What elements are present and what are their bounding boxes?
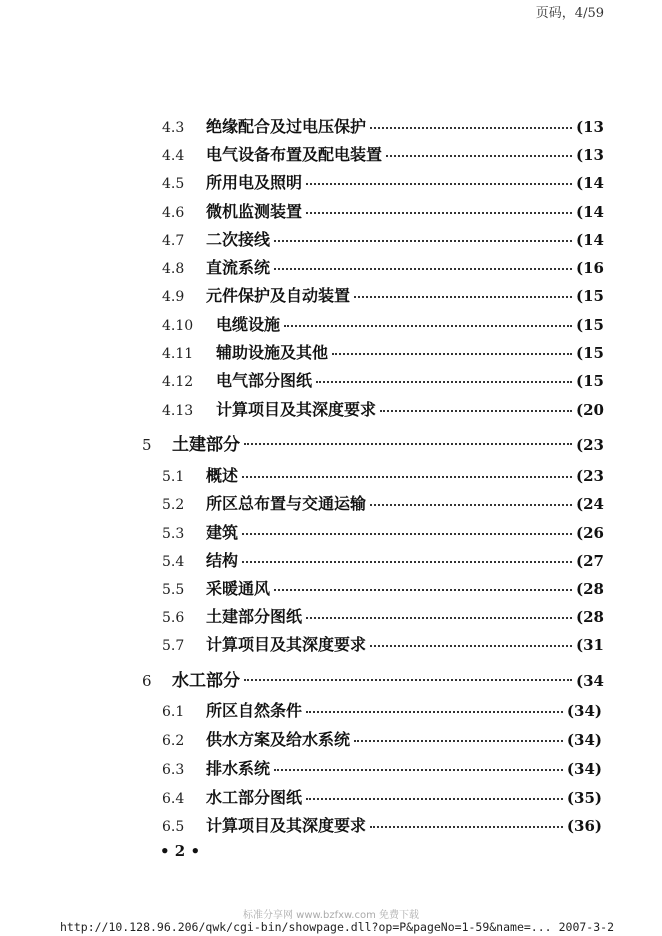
watermark: 标准分享网 www.bzfxw.com 免费下载 [243, 910, 419, 921]
toc-leader-dots [354, 740, 563, 742]
toc-title: 水工部分 [172, 671, 240, 691]
toc-leader-dots [242, 476, 572, 478]
toc-number: 6.3 [162, 762, 185, 778]
toc-section-row [162, 227, 604, 249]
toc-number: 4.9 [162, 289, 185, 305]
toc-page: (15 [576, 344, 604, 362]
toc-section-row [162, 114, 604, 136]
toc-leader-dots [386, 155, 572, 157]
toc-leader-dots [306, 617, 572, 619]
toc-page: (34) [566, 702, 602, 720]
toc-leader-dots [370, 826, 563, 828]
toc-leader-dots [370, 504, 572, 506]
toc-title: 所区总布置与交通运输 [206, 494, 367, 513]
toc-section-row [162, 727, 602, 749]
toc-title: 电气设备布置及配电装置 [206, 145, 383, 164]
toc-section-row [162, 785, 602, 807]
toc-number: 4.6 [162, 205, 185, 221]
toc-title: 电缆设施 [216, 315, 281, 334]
toc-page: (14 [576, 203, 604, 221]
toc-page: (28 [576, 608, 604, 626]
toc-leader-dots [370, 127, 572, 129]
toc-title: 二次接线 [206, 230, 271, 249]
toc-section-row [162, 199, 604, 221]
toc-leader-dots [370, 645, 572, 647]
print-date: 2007-3-2 [558, 920, 614, 934]
toc-page: (13 [576, 146, 604, 164]
toc-page: (24 [576, 495, 604, 513]
toc-number: 4.4 [162, 148, 185, 164]
toc-number: 4.12 [162, 374, 194, 390]
toc-page: (34) [566, 731, 602, 749]
toc-number: 4.11 [162, 346, 194, 362]
toc-number: 5.4 [162, 554, 185, 570]
toc-title: 概述 [206, 466, 239, 485]
toc-section-row [162, 312, 604, 334]
toc-leader-dots [332, 353, 572, 355]
toc-title: 计算项目及其深度要求 [216, 400, 377, 419]
toc-page: (15 [576, 287, 604, 305]
toc-title: 排水系统 [206, 759, 271, 778]
page-counter: 页码，4/59 [535, 6, 604, 21]
toc-number: 5.5 [162, 582, 185, 598]
toc-section-row [162, 548, 604, 570]
toc-chapter-row [142, 666, 604, 691]
toc-leader-dots [274, 240, 572, 242]
toc-title: 所用电及照明 [206, 173, 303, 192]
toc-section-row [162, 340, 604, 362]
toc-leader-dots [274, 769, 563, 771]
toc-number: 4.5 [162, 176, 185, 192]
toc-leader-dots [274, 268, 572, 270]
toc-section-row [162, 170, 604, 192]
toc-page: (16 [576, 259, 604, 277]
toc-number: 5.7 [162, 638, 185, 654]
toc-number: 6.5 [162, 819, 185, 835]
toc-title: 电气部分图纸 [216, 371, 313, 390]
toc-title: 直流系统 [206, 258, 271, 277]
toc-number: 4.13 [162, 403, 194, 419]
toc-leader-dots [306, 798, 563, 800]
toc-leader-dots [306, 212, 572, 214]
toc-section-row [162, 368, 604, 390]
toc-title: 结构 [206, 551, 239, 570]
toc-number: 6.1 [162, 704, 185, 720]
toc-page: (15 [576, 372, 604, 390]
toc-page: (27 [576, 552, 604, 570]
page-number: • 2 • [160, 842, 201, 860]
toc-page: (15 [576, 316, 604, 334]
toc-page: (14 [576, 231, 604, 249]
toc-section-row [162, 756, 602, 778]
toc-section-row [162, 520, 604, 542]
toc-page: (23 [576, 467, 604, 485]
page-url: http://10.128.96.206/qwk/cgi-bin/showpage.dll?op=P&pageNo=1-59&name=... [60, 920, 552, 934]
toc-title: 辅助设施及其他 [216, 343, 329, 362]
toc-page: (14 [576, 174, 604, 192]
toc-page: (20 [576, 401, 604, 419]
toc-title: 计算项目及其深度要求 [206, 816, 367, 835]
toc-page: (23 [576, 436, 604, 454]
toc-leader-dots [284, 325, 572, 327]
toc-section-row [162, 698, 602, 720]
toc-number: 5.3 [162, 526, 185, 542]
toc-title: 水工部分图纸 [206, 788, 303, 807]
toc-leader-dots [242, 561, 572, 563]
toc-title: 计算项目及其深度要求 [206, 635, 367, 654]
toc-page: (28 [576, 580, 604, 598]
toc-title: 微机监测装置 [206, 202, 303, 221]
toc-section-row [162, 283, 604, 305]
toc-number: 4.7 [162, 233, 185, 249]
toc-number: 4.10 [162, 318, 194, 334]
toc-title: 建筑 [206, 523, 239, 542]
toc-title: 绝缘配合及过电压保护 [206, 117, 367, 136]
toc-section-row [162, 142, 604, 164]
toc-section-row [162, 491, 604, 513]
toc-page: (34) [566, 760, 602, 778]
toc-title: 所区自然条件 [206, 701, 303, 720]
toc-section-row [162, 463, 604, 485]
toc-number: 6 [142, 672, 152, 690]
toc-leader-dots [242, 533, 572, 535]
toc-number: 6.2 [162, 733, 185, 749]
toc-page: (35) [566, 789, 602, 807]
toc-number: 5 [142, 436, 152, 454]
toc-section-row [162, 632, 604, 654]
toc-leader-dots [244, 443, 572, 445]
toc-section-row [162, 813, 602, 835]
toc-section-row [162, 604, 604, 626]
toc-title: 土建部分图纸 [206, 607, 303, 626]
toc-number: 4.3 [162, 120, 185, 136]
toc-title: 元件保护及自动装置 [206, 286, 351, 305]
toc-number: 5.2 [162, 497, 185, 513]
toc-leader-dots [274, 589, 572, 591]
toc-title: 供水方案及给水系统 [206, 730, 351, 749]
toc-number: 6.4 [162, 791, 185, 807]
toc-page: (34 [576, 672, 604, 690]
toc-page: (13 [576, 118, 604, 136]
toc-leader-dots [244, 679, 572, 681]
toc-chapter-row [142, 430, 604, 455]
toc-number: 4.8 [162, 261, 185, 277]
toc-page: (26 [576, 524, 604, 542]
toc-leader-dots [354, 296, 572, 298]
toc-page: (36) [566, 817, 602, 835]
toc-section-row [162, 255, 604, 277]
toc-number: 5.1 [162, 469, 185, 485]
toc-leader-dots [306, 711, 563, 713]
toc-section-row [162, 397, 604, 419]
toc-leader-dots [306, 183, 572, 185]
toc-page: (31 [576, 636, 604, 654]
toc-title: 采暖通风 [206, 579, 271, 598]
toc-section-row [162, 576, 604, 598]
toc-number: 5.6 [162, 610, 185, 626]
toc-title: 土建部分 [172, 435, 240, 455]
toc-leader-dots [316, 381, 572, 383]
toc-leader-dots [380, 410, 572, 412]
